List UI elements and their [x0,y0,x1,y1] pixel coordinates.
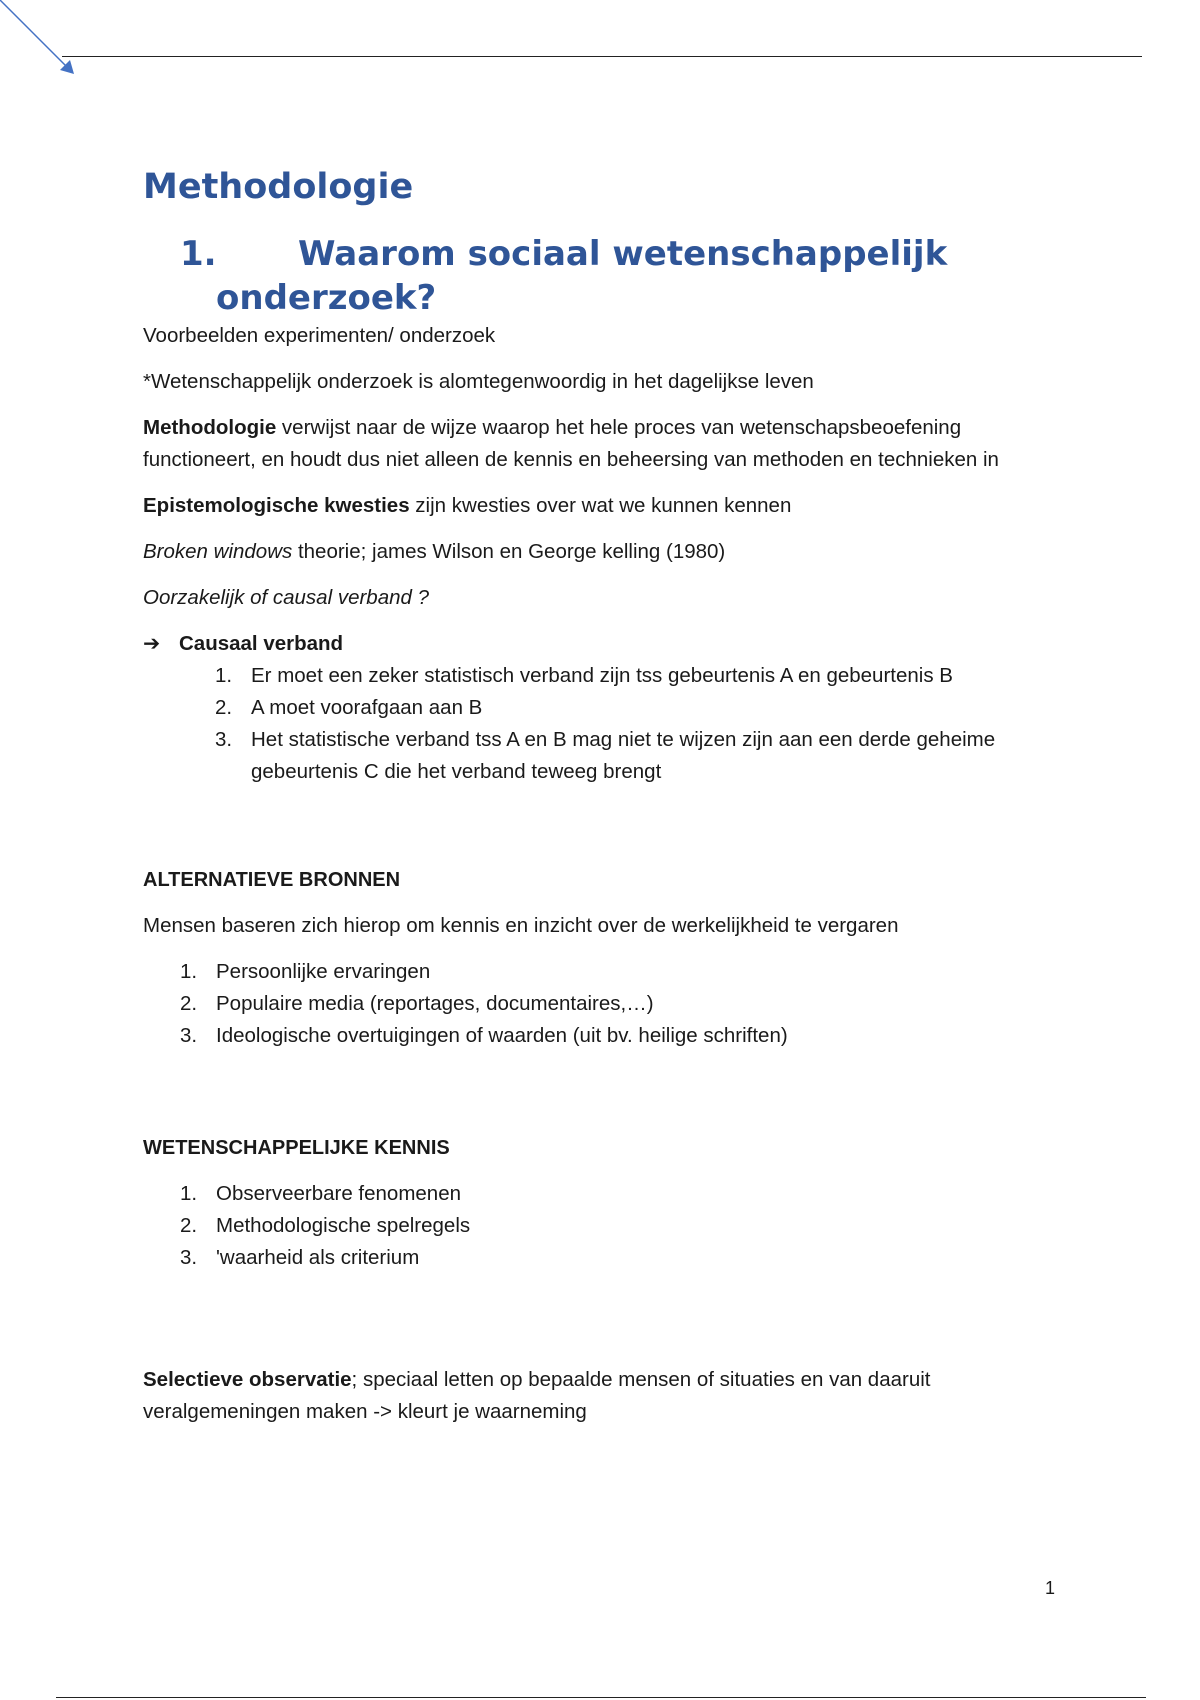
examples-paragraph: Voorbeelden experimenten/ onderzoek [143,324,496,347]
list-number: 2. [180,1214,198,1237]
header-rule [62,56,1142,57]
causal-heading [143,628,1063,660]
footer-rule [56,1697,1146,1698]
list-text: Observeerbare fenomenen [216,1182,462,1205]
list-item [143,956,1063,988]
list-number: 3. [215,728,233,751]
list-text: Methodologische spelregels [216,1214,471,1237]
broken-windows-italic: Broken windows [143,540,293,563]
list-number: 2. [215,696,233,719]
list-item [143,1210,1063,1242]
heading-text-line1: Waarom sociaal wetenschappelijk [298,234,948,274]
list-item [143,1178,1063,1210]
list-text: 'waarheid als criterium [216,1246,420,1269]
list-number: 2. [180,992,198,1015]
everyday-paragraph: *Wetenschappelijk onderzoek is alomtegenwoordig in het dagelijkse leven [143,370,814,393]
sci-knowledge-title: WETENSCHAPPELIJKE KENNIS [143,1137,450,1159]
heading-number: 1. [180,234,217,274]
selective-observation [143,1364,1063,1428]
list-number: 1. [180,960,198,983]
list-item [143,724,1063,788]
document-body [143,160,1063,1428]
list-text: Persoonlijke ervaringen [216,960,431,983]
document-title: Methodologie [143,167,414,207]
right-arrow-icon: ➔ [143,632,161,655]
alt-sources-list [143,956,1063,1052]
list-number: 3. [180,1024,198,1047]
causal-question-text: Oorzakelijk of causal verband ? [143,586,430,609]
list-item [143,1020,1063,1052]
corner-arrow-icon [0,0,80,80]
list-number: 3. [180,1246,198,1269]
list-item [143,660,1063,692]
section-heading-1 [180,232,1063,320]
broken-windows-text: theorie; james Wilson en George kelling (1980) [292,540,726,563]
alt-sources-title: ALTERNATIEVE BRONNEN [143,869,401,891]
epistemologie-term: Epistemologische kwesties [143,494,410,517]
methodologie-definition [143,412,1063,476]
list-text: Populaire media (reportages, documentaires,…) [216,992,654,1015]
list-item [143,692,1063,724]
broken-windows-paragraph [143,536,1063,568]
epistemologie-definition [143,490,1063,522]
heading-text-line2: onderzoek? [216,278,437,318]
selective-term: Selectieve observatie [143,1368,352,1391]
epistemologie-text: zijn kwesties over wat we kunnen kennen [409,494,792,517]
selective-text: ; speciaal letten op bepaalde mensen of situaties en van daaruit veralgemeningen maken -> kleurt je waarneming [143,1368,931,1423]
methodologie-term: Methodologie [143,416,277,439]
sci-knowledge-list [143,1178,1063,1274]
causal-label: Causaal verband [179,632,344,655]
list-text: A moet voorafgaan aan B [251,696,483,719]
list-text: Ideologische overtuigingen of waarden (uit bv. heilige schriften) [216,1024,788,1047]
list-text: Er moet een zeker statistisch verband zijn tss gebeurtenis A en gebeurtenis B [251,664,953,687]
methodologie-text: verwijst naar de wijze waarop het hele proces van wetenschapsbeoefening functioneert, en houdt dus niet alleen de kennis en beheersing van methoden en technieken in [143,416,999,471]
list-item [143,1242,1063,1274]
list-number: 1. [180,1182,198,1205]
alt-sources-intro: Mensen baseren zich hierop om kennis en inzicht over de werkelijkheid te vergaren [143,914,899,937]
causal-question [143,582,1063,614]
list-number: 1. [215,664,233,687]
list-text: Het statistische verband tss A en B mag niet te wijzen zijn aan een derde geheime gebeurtenis C die het verband teweeg brengt [251,728,996,783]
causal-list [143,660,1063,788]
page-number: 1 [1045,1578,1056,1598]
list-item [143,988,1063,1020]
